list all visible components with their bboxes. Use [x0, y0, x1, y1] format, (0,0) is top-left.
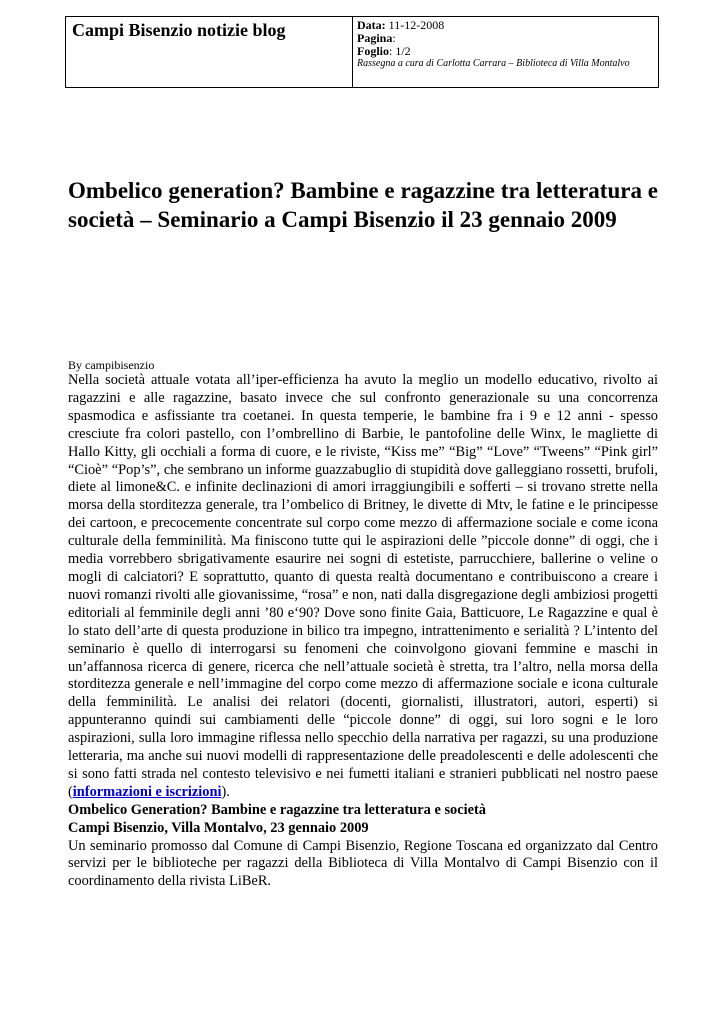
event-place: Campi Bisenzio, Villa Montalvo, 23 gennaio 2009	[68, 819, 369, 836]
byline: By campibisenzio	[68, 358, 155, 372]
body-end: ).	[221, 783, 230, 800]
foglio-label: Foglio	[357, 44, 389, 58]
blog-title: Campi Bisenzio notizie blog	[66, 17, 353, 87]
header-box	[65, 16, 659, 88]
article-body	[68, 372, 658, 891]
body-text: Nella società attuale votata all’iper-efficienza ha avuto la meglio un modello educativo, rivolto ai ragazzini e alle ragazzine, basato invece che sul confronto generazionale su una concorrenza spasmodica e asfissiante tra coetanei. In questa temperie, le bambine fra i 9 e 12 anni - spesso cresciute fra colori pastello, con l’ombrellino di Barbie, le pantofoline delle Winx, le magliette di Hallo Kitty, gli occhiali a forma di cuore, e le riviste, “Kiss me” “Big” “Love” “Tweens” “Pink girl” “Cioè” “Pop’s”, che sembrano un informe guazzabuglio di stupidità dove galleggiano rossetti, brufoli, diete al limone&C. e infinite declinazioni di amori irraggiungibili e sofferti – si trovano strette nella morsa della storditezza generale, tra l’ombelico di Britney, le divette di Mtv, le fatine e le principesse dei cartoon, e precocemente concentrate sul corpo come mezzo di affermazione sociale e come icona culturale della femminilità. Ma finiscono tutte qui le aspirazioni delle ”piccole donne” di oggi, che i media vorrebbero sbrigativamente esaurire nei sogni di estetiste, parrucchiere, ballerine o veline o mogli di calciatori? E soprattutto, quanto di questa realtà documentano e contribuiscono a creare i nuovi romanzi rivolti alle giovanissime, “rosa” e non, nati dalla disgregazione degli ambiziosi progetti editoriali al femminile degli anni ’80 e‘90? Dove sono finite Gaia, Batticuore, Le Ragazzine e qual è lo stato dell’arte di questa produzione in bilico tra impegno, intrattenimento e serialità ? L’intento del seminario è quello di interrogarsi su fenomeni che coinvolgono giovani femmine e maschi in un’affannosa ricerca di genere, ricerca che nell’attuale società è stretta, tra l’altro, nella morsa della storditezza generale e nell’immagine del corpo come mezzo di affermazione sociale e icona culturale della femminilità. Le analisi dei relatori (docenti, giornalisti, illustratori, autori, esperti) si appunteranno quindi sui cambiamenti delle “piccole donne” di oggi, sui loro sogni e le loro aspirazioni, sulla loro immagine riflessa nello specchio della narrativa per ragazzi, su una produzione letteraria, ma anche sui nuovi modelli di rappresentazione delle preadolescenti e delle adolescenti che si sono fatti strada nel contesto televisivo e nei fumetti italiani e stranieri pubblicati nel nostro paese (	[68, 372, 658, 800]
rassegna-note: Rassegna a cura di Carlotta Carrara – Biblioteca di Villa Montalvo	[357, 58, 630, 69]
event-description: Un seminario promosso dal Comune di Campi Bisenzio, Regione Toscana ed organizzato dal Centro servizi per le biblioteche per ragazzi della Biblioteca di Villa Montalvo di Campi Bisenzio con il coordinamento della rivista LiBeR.	[68, 837, 658, 890]
data-value: 11-12-2008	[385, 18, 445, 32]
info-link[interactable]: informazioni e iscrizioni	[72, 783, 222, 800]
foglio-value: : 1/2	[389, 44, 411, 58]
data-label: Data:	[357, 18, 386, 32]
pagina-suffix: :	[392, 31, 396, 45]
header-meta	[353, 17, 658, 87]
article-title: Ombelico generation? Bambine e ragazzine tra letteratura e società – Seminario a Campi Bisenzio il 23 gennaio 2009	[68, 178, 658, 232]
event-title: Ombelico Generation? Bambine e ragazzine tra letteratura e società	[68, 801, 487, 818]
pagina-label: Pagina	[357, 31, 393, 45]
